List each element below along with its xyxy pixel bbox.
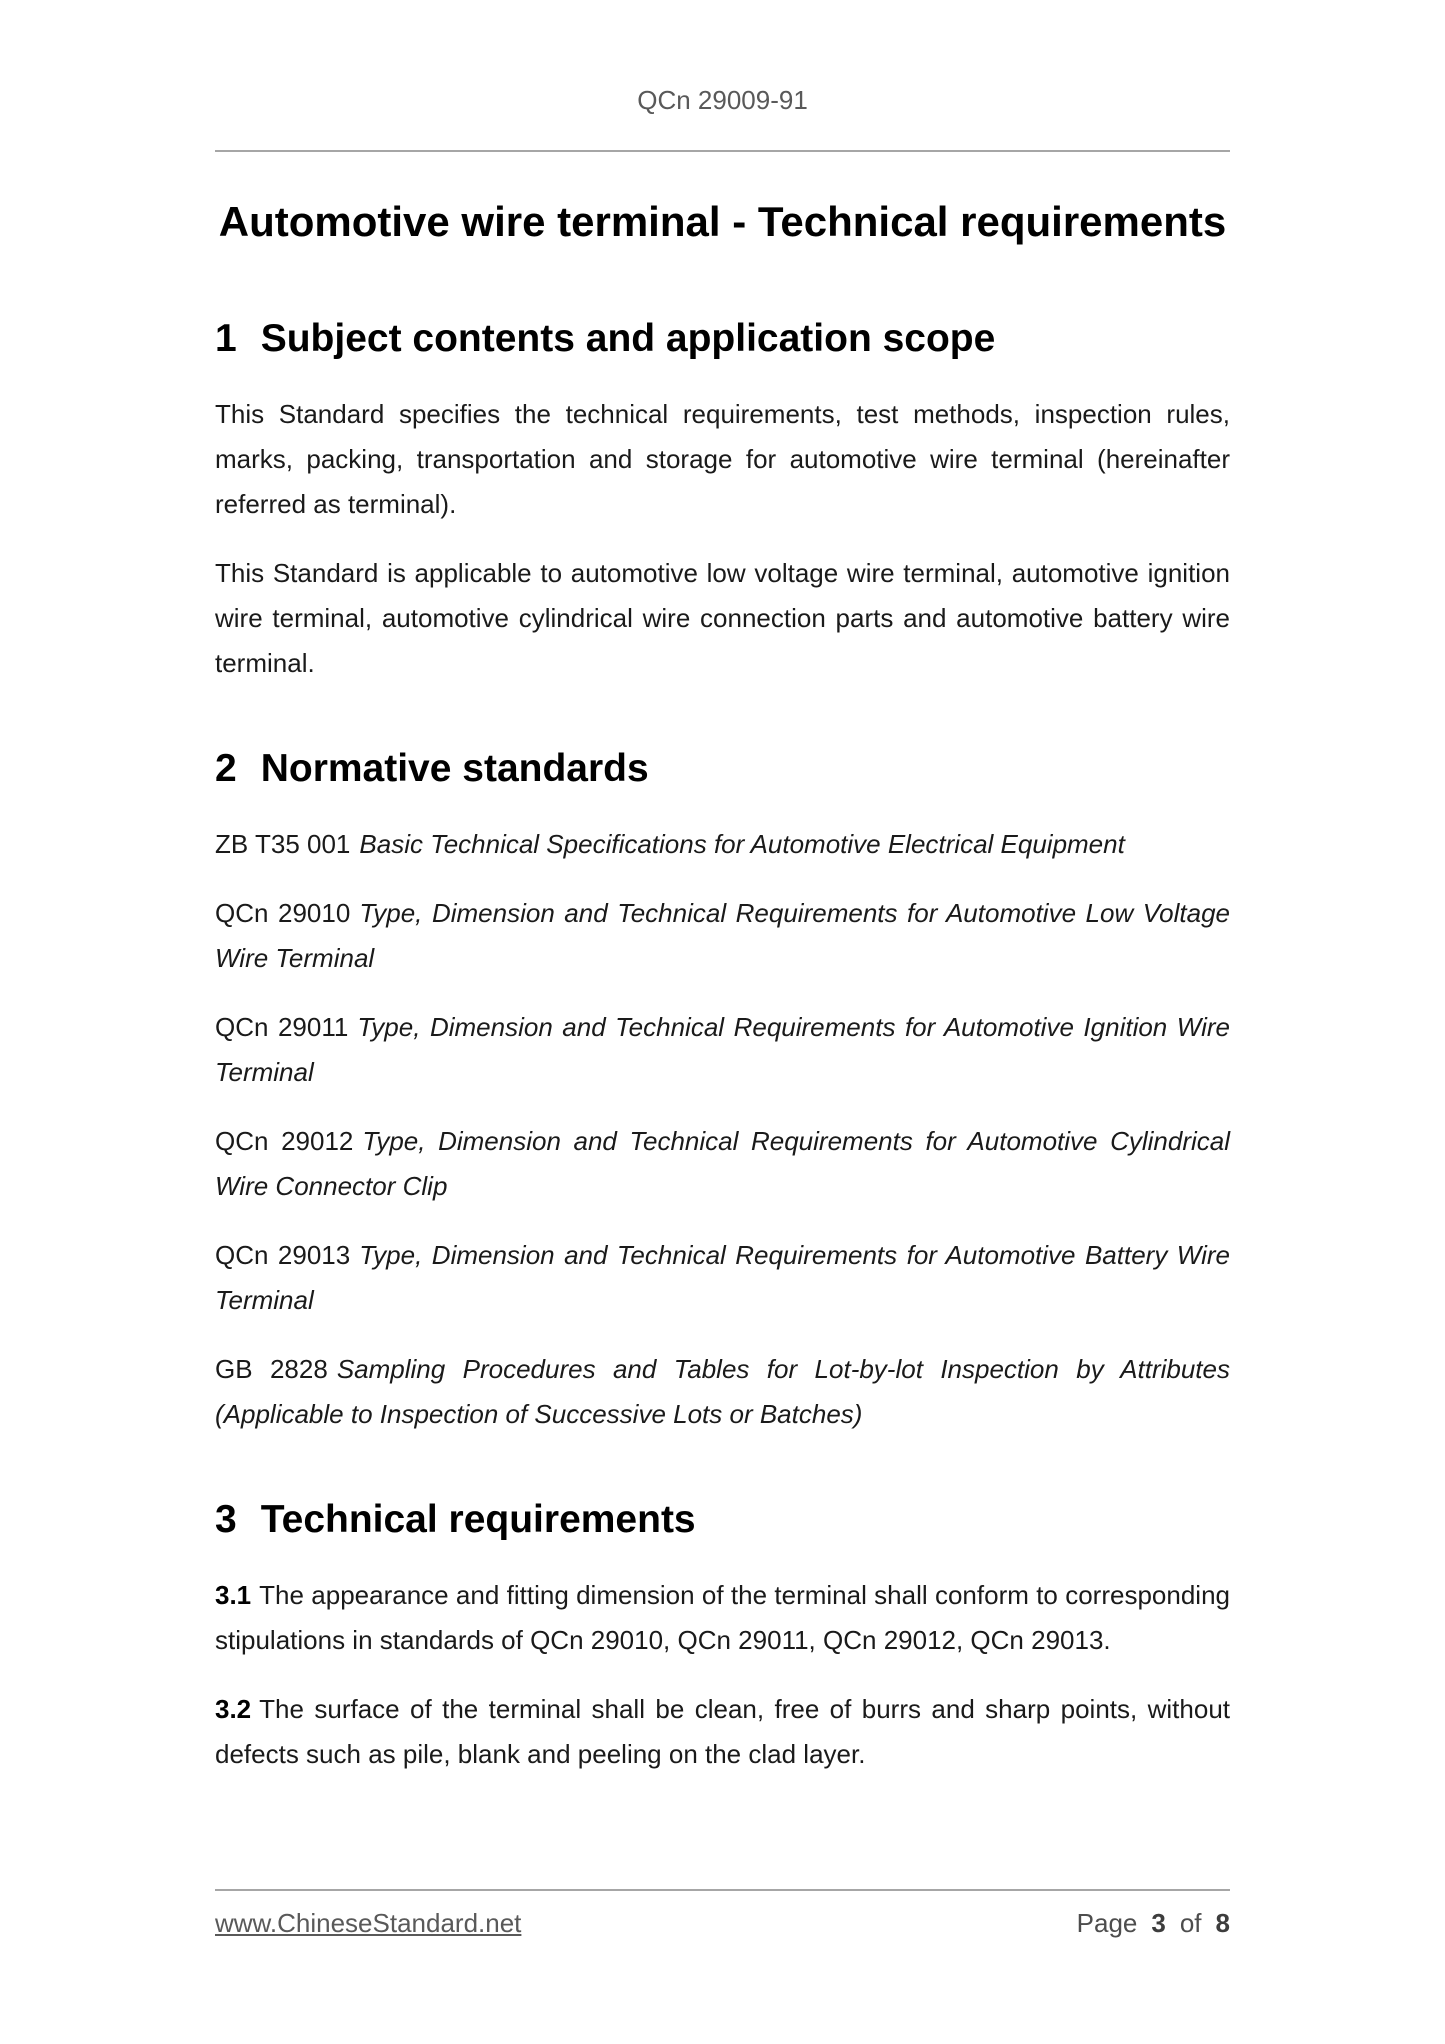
standard-code: GB 2828 [215,1354,328,1384]
website-link[interactable]: www.ChineseStandard.net [215,1908,522,1938]
standard-title: Type, Dimension and Technical Requirements for Automotive Cylindrical Wire Connector Clip [215,1126,1231,1201]
header-divider [215,150,1230,152]
standard-title: Sampling Procedures and Tables for Lot-by-lot Inspection by Attributes (Applicable to Inspection of Successive Lots or Batches) [215,1354,1230,1429]
page-total: 8 [1215,1908,1230,1938]
standard-code: QCn 29010 [215,898,351,928]
clause-3-1 [215,1573,1230,1663]
clause-3-2 [215,1687,1230,1777]
standard-entry [215,1119,1230,1209]
section-heading-3 [215,1495,1230,1545]
section-number: 3 [215,1498,237,1541]
standard-code: QCn 29011 [215,1012,349,1042]
section-heading-1 [215,314,1230,364]
page-indicator [1077,1907,1230,1939]
section-number: 2 [215,747,237,790]
standard-code: QCn 29012 [215,1126,354,1156]
standard-title: Type, Dimension and Technical Requirements for Automotive Low Voltage Wire Terminal [215,898,1231,973]
standard-title: Type, Dimension and Technical Requirements for Automotive Ignition Wire Terminal [215,1012,1230,1087]
standard-entry [215,891,1230,981]
section-heading-text: Normative standards [260,747,649,790]
standard-entry [215,1233,1230,1323]
clause-number: 3.1 [215,1580,252,1610]
paragraph-scope-1: This Standard specifies the technical requirements, test methods, inspection rules, marks, packing, transportation and storage for automotive wire terminal (hereinafter referred as terminal). [215,399,1230,519]
clause-text: The appearance and fitting dimension of the terminal shall conform to corresponding stipulations in standards of QCn 29010, QCn 29011, QCn 29012, QCn 29013. [215,1580,1230,1655]
section-heading-2 [215,744,1230,794]
standard-entry [215,822,1230,867]
standard-title: Type, Dimension and Technical Requirements for Automotive Battery Wire Terminal [215,1240,1230,1315]
section-number: 1 [215,317,237,360]
standard-entry [215,1005,1230,1095]
standard-code: ZB T35 001 [215,829,351,859]
standard-code: QCn 29013 [215,1240,351,1270]
standard-title: Basic Technical Specifications for Automotive Electrical Equipment [359,829,1125,859]
section-heading-text: Technical requirements [260,1498,696,1541]
paragraph-scope-2: This Standard is applicable to automotive low voltage wire terminal, automotive ignition wire terminal, automotive cylindrical wire connection parts and automotive battery wire terminal. [215,558,1230,678]
doc-number-header: QCn 29009-91 [637,85,808,115]
standard-entry [215,1347,1230,1437]
page-label: Page [1076,1908,1138,1938]
section-heading-text: Subject contents and application scope [260,317,996,360]
of-label: of [1179,1908,1202,1938]
page-number: 3 [1151,1908,1166,1938]
page-footer [215,1889,1230,1939]
clause-text: The surface of the terminal shall be clean, free of burrs and sharp points, without defects such as pile, blank and peeling on the clad layer. [215,1694,1230,1769]
page-title: Automotive wire terminal - Technical requirements [218,198,1227,245]
clause-number: 3.2 [215,1694,252,1724]
footer-divider [215,1889,1230,1891]
